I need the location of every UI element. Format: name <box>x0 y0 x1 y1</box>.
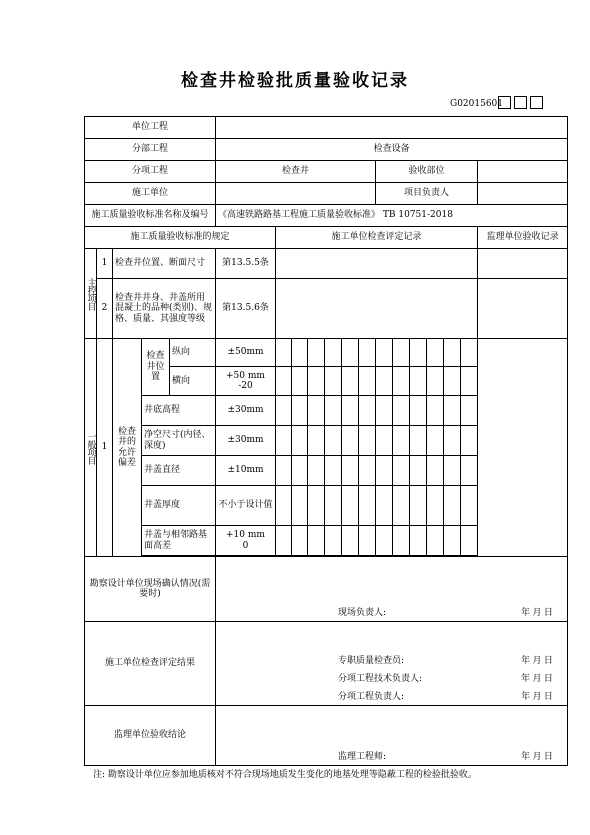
constr-eval-label: 施工单位检查评定结果 <box>85 622 216 706</box>
tol-item-value: ±30mm <box>216 396 276 426</box>
general-sub-label: 检查井的允许偏差 <box>113 339 142 557</box>
acceptance-part-value[interactable] <box>478 161 568 183</box>
tol-upper: +10 <box>226 530 246 541</box>
tol-item-value: ±50mm <box>216 339 276 367</box>
standard-value[interactable]: 《高速铁路路基工程施工质量验收标准》 TB 10751-2018 <box>216 205 568 227</box>
main-item-supervisor[interactable] <box>478 279 568 339</box>
item-project-value[interactable]: 检查井 <box>216 161 376 183</box>
survey-signer: 现场负责人: <box>338 607 387 618</box>
tech-lead-date: 年 月 日 <box>521 673 553 684</box>
construction-unit-label: 施工单位 <box>85 183 216 205</box>
item-lead-signer: 分项工程负责人: <box>338 691 405 702</box>
tol-item-value: 不小于设计值 <box>216 486 276 526</box>
tol-item-name: 井盖直径 <box>142 456 216 486</box>
main-item-check[interactable] <box>276 249 478 279</box>
main-item-text: 检查井位置、断面尺寸 <box>113 249 216 279</box>
qc-signer: 专职质量检查员: <box>338 655 405 666</box>
survey-label: 勘察设计单位现场确认情况(需要时) <box>85 557 216 622</box>
project-leader-label: 项目负责人 <box>376 183 478 205</box>
tol-item-name: 横向 <box>170 367 216 396</box>
main-items-group-label: 主控项目 <box>85 249 97 339</box>
form-code: G02015601 <box>450 99 503 109</box>
inspection-form-table <box>84 116 568 766</box>
main-item-clause: 第13.5.5条 <box>216 249 276 279</box>
division-project-label: 分部工程 <box>85 139 216 161</box>
position-label: 检查井位置 <box>142 339 170 396</box>
tol-item-value <box>216 526 276 556</box>
tol-unit: mm <box>247 370 265 381</box>
project-leader-value[interactable] <box>478 183 568 205</box>
code-box-2[interactable] <box>514 96 527 109</box>
tol-item-value: ±30mm <box>216 426 276 456</box>
tol-item-name: 纵向 <box>170 339 216 367</box>
supervisor-label: 监理单位验收结论 <box>85 706 216 766</box>
main-item-clause: 第13.5.6条 <box>216 279 276 339</box>
tol-item-name: 井底高程 <box>142 396 216 426</box>
unit-project-value[interactable] <box>216 117 568 139</box>
main-item-no: 1 <box>97 249 113 279</box>
spec-col-header: 施工质量验收标准的规定 <box>85 227 276 249</box>
footnote: 注: 勘察设计单位应参加地质核对不符合现场地质发生变化的地基处理等隐蔽工程的检验批验收。 <box>93 770 477 780</box>
tol-item-name: 井盖与相邻路基面高差 <box>142 526 216 556</box>
supervisor-date: 年 月 日 <box>521 752 553 763</box>
code-box-1[interactable] <box>498 96 511 109</box>
main-item-text: 检查井井身、井盖所用混凝土的品种(类别)、规格、质量、其强度等级 <box>113 279 216 339</box>
supervisor-check-col-header: 监理单位验收记录 <box>478 227 568 249</box>
construction-unit-value[interactable] <box>216 183 376 205</box>
standard-label: 施工质量验收标准名称及编号 <box>85 205 216 227</box>
survey-content[interactable] <box>216 557 568 622</box>
main-item-check[interactable] <box>276 279 478 339</box>
tol-item-name: 净空尺寸(内径、深度) <box>142 426 216 456</box>
tech-lead-signer: 分项工程技术负责人: <box>338 673 423 684</box>
main-item-supervisor[interactable] <box>478 249 568 279</box>
qc-date: 年 月 日 <box>521 655 553 666</box>
constr-eval-content[interactable] <box>216 622 568 706</box>
constr-check-col-header: 施工单位检查评定记录 <box>276 227 478 249</box>
tol-item-name: 井盖厚度 <box>142 486 216 526</box>
supervisor-signer: 监理工程师: <box>338 752 387 763</box>
page-title: 检查井检验批质量验收记录 <box>181 71 409 91</box>
general-item-no: 1 <box>97 339 113 557</box>
item-lead-date: 年 月 日 <box>521 691 553 702</box>
acceptance-part-label: 验收部位 <box>376 161 478 183</box>
tol-item-value: ±10mm <box>216 456 276 486</box>
division-project-value[interactable]: 检查设备 <box>216 139 568 161</box>
general-items-group-label: 一般项目 <box>85 339 97 557</box>
survey-date: 年 月 日 <box>521 607 553 618</box>
tol-unit: mm <box>247 530 265 541</box>
tol-upper: +50 <box>226 370 246 381</box>
tol-lower: -20 <box>238 381 253 391</box>
main-item-no: 2 <box>97 279 113 339</box>
unit-project-label: 单位工程 <box>85 117 216 139</box>
tol-lower: 0 <box>242 540 249 551</box>
tol-item-value <box>216 367 276 396</box>
general-supervisor[interactable] <box>478 339 568 557</box>
supervisor-content[interactable] <box>216 706 568 766</box>
code-box-3[interactable] <box>530 96 543 109</box>
item-project-label: 分项工程 <box>85 161 216 183</box>
